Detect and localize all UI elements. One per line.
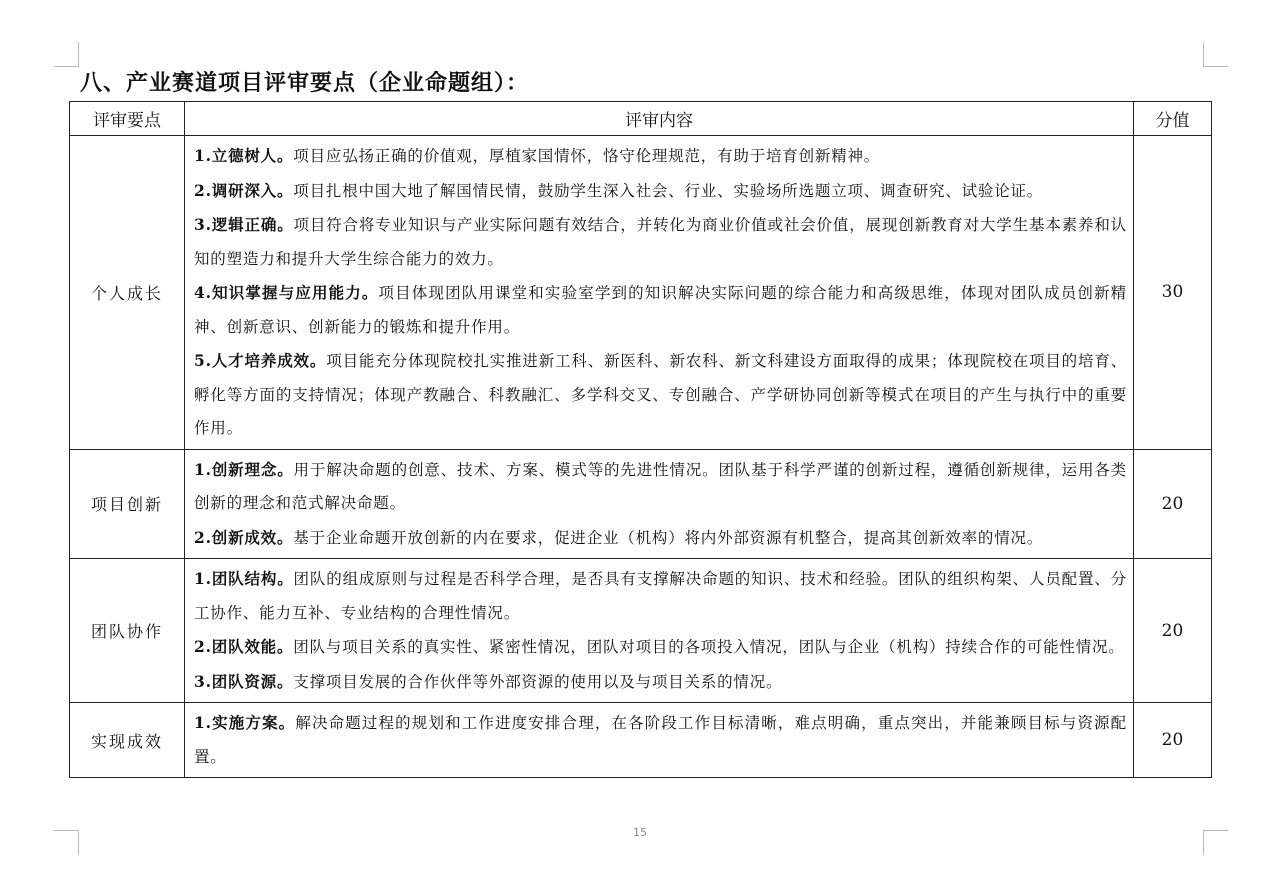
row-aspect: 实现成效 xyxy=(70,703,185,778)
criterion-item xyxy=(194,521,1127,556)
row-score: 30 xyxy=(1134,136,1212,450)
criterion-title: 1.团队结构。 xyxy=(194,569,294,588)
criterion-text: 团队的组成原则与过程是否科学合理，是否具有支撑解决命题的知识、技术和经验。团队的组织构架、人员配置、分工协作、能力互补、专业结构的合理性情况。 xyxy=(194,570,1127,622)
header-aspect: 评审要点 xyxy=(70,102,185,136)
criterion-item xyxy=(194,174,1127,209)
criterion-text: 基于企业命题开放创新的内在要求，促进企业（机构）将内外部资源有机整合，提高其创新效率的情况。 xyxy=(293,528,1044,547)
row-content xyxy=(185,559,1134,703)
criterion-text: 项目能充分体现院校扎实推进新工科、新医科、新农科、新文科建设方面取得的成果；体现院校在项目的培育、孵化等方面的支持情况；体现产教融合、科教融汇、多学科交叉、专创融合、产学研协同创新等模式在项目的产生与执行中的重要作用。 xyxy=(194,352,1127,437)
criterion-title: 2.创新成效。 xyxy=(194,527,294,547)
criterion-title: 1.创新理念。 xyxy=(194,459,294,479)
criterion-text: 解决命题过程的规划和工作进度安排合理，在各阶段工作目标清晰，难点明确，重点突出，并能兼顾目标与资源配置。 xyxy=(194,714,1127,766)
row-content xyxy=(185,449,1134,559)
criterion-text: 项目应弘扬正确的价值观，厚植家国情怀，恪守伦理规范，有助于培育创新精神。 xyxy=(293,147,881,165)
criterion-title: 4.知识掌握与应用能力。 xyxy=(194,283,379,302)
row-content xyxy=(185,703,1134,778)
criterion-item xyxy=(194,344,1127,446)
section-heading: 八、产业赛道项目评审要点（企业命题组）： xyxy=(80,71,530,96)
criterion-item xyxy=(194,665,1127,700)
table-row xyxy=(70,559,1212,703)
criterion-title: 3.团队资源。 xyxy=(194,671,294,691)
criterion-item xyxy=(194,562,1127,630)
criterion-item xyxy=(194,208,1127,276)
criterion-text: 项目符合将专业知识与产业实际问题有效结合，并转化为商业价值或社会价值，展现创新教育对大学生基本素养和认知的塑造力和提升大学生综合能力的效力。 xyxy=(194,216,1127,268)
table-row xyxy=(70,449,1212,559)
table-row xyxy=(70,136,1212,450)
criterion-item xyxy=(194,453,1127,521)
review-criteria-table xyxy=(69,101,1212,778)
table-row xyxy=(70,703,1212,778)
header-content: 评审内容 xyxy=(185,102,1134,136)
criterion-text: 支撑项目发展的合作伙伴等外部资源的使用以及与项目关系的情况。 xyxy=(293,672,783,691)
criterion-text: 项目体现团队用课堂和实验室学到的知识解决实际问题的综合能力和高级思维，体现对团队成员创新精神、创新意识、创新能力的锻炼和提升作用。 xyxy=(194,284,1127,336)
row-aspect: 团队协作 xyxy=(70,559,185,703)
criterion-title: 3.逻辑正确。 xyxy=(194,215,294,234)
page-number: 15 xyxy=(633,826,647,839)
criterion-text: 团队与项目关系的真实性、紧密性情况，团队对项目的各项投入情况，团队与企业（机构）持续合作的可能性情况。 xyxy=(293,638,1125,656)
criterion-item xyxy=(194,706,1127,774)
criterion-item xyxy=(194,139,1127,174)
criterion-title: 5.人才培养成效。 xyxy=(194,351,327,370)
table-header-row xyxy=(70,102,1212,136)
row-score: 20 xyxy=(1134,559,1212,703)
criterion-text: 项目扎根中国大地了解国情民情，鼓励学生深入社会、行业、实验场所选题立项、调查研究、试验论证。 xyxy=(293,181,1044,200)
row-content xyxy=(185,136,1134,450)
crop-mark-top-left xyxy=(54,42,79,67)
criterion-title: 2.团队效能。 xyxy=(194,637,294,656)
row-score: 20 xyxy=(1134,703,1212,778)
row-score: 20 xyxy=(1134,449,1212,559)
criterion-item xyxy=(194,630,1127,665)
criterion-title: 2.调研深入。 xyxy=(194,180,294,200)
header-score: 分值 xyxy=(1134,102,1212,136)
crop-mark-top-right xyxy=(1203,42,1228,67)
row-aspect: 项目创新 xyxy=(70,449,185,559)
row-aspect: 个人成长 xyxy=(70,136,185,450)
criterion-title: 1.立德树人。 xyxy=(194,146,294,165)
criterion-item xyxy=(194,276,1127,344)
criterion-title: 1.实施方案。 xyxy=(194,713,296,732)
criterion-text: 用于解决命题的创意、技术、方案、模式等的先进性情况。团队基于科学严谨的创新过程，遵循创新规律，运用各类创新的理念和范式解决命题。 xyxy=(194,460,1127,512)
